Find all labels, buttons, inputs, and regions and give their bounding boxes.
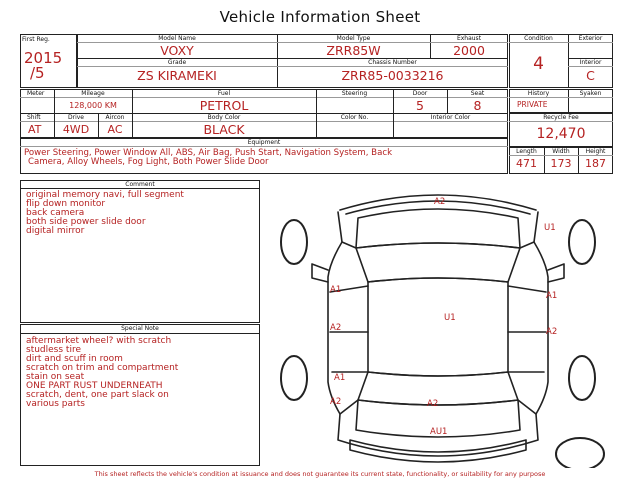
chassis-value: ZRR85-0033216 <box>341 68 444 83</box>
syaken-label: Syaken <box>579 90 602 97</box>
sheet-title: Vehicle Information Sheet <box>219 8 421 26</box>
damage-mark: A1 <box>334 373 346 383</box>
special-note-line: studless tire <box>26 345 81 355</box>
fuel-label: Fuel <box>217 90 231 97</box>
right-mirror-outline <box>548 264 564 282</box>
exhaust-value: 2000 <box>453 43 485 58</box>
recycle-fee-label: Recycle Fee <box>543 114 579 121</box>
roof-outline <box>368 278 508 376</box>
interior-label: Interior <box>579 59 602 66</box>
aircon-value: AC <box>107 123 123 136</box>
special-note-line: scratch, dent, one part slack on <box>26 390 169 400</box>
disclaimer: This sheet reflects the vehicle's condition at issuance and does not guarantee its current state, functionality, or suitability for any purpose <box>94 470 546 478</box>
mileage-value: 128,000 KM <box>69 101 117 110</box>
special-note-line: ONE PART RUST UNDERNEATH <box>26 381 163 391</box>
rear-left-wheel <box>281 356 307 400</box>
chassis-label: Chassis Number <box>368 59 417 66</box>
length-value: 471 <box>516 157 537 170</box>
special-note-line: aftermarket wheel? with scratch <box>26 336 172 346</box>
door-label: Door <box>412 90 428 97</box>
special-note-line: stain on seat <box>26 372 85 382</box>
divider <box>509 155 613 156</box>
equipment-line-2: Camera, Alloy Wheels, Fog Light, Both Power Slide Door <box>28 157 269 167</box>
damage-mark: A2 <box>330 323 342 333</box>
spare-wheel <box>556 438 604 468</box>
shift-value: AT <box>28 123 42 136</box>
length-label: Length <box>516 148 537 155</box>
shift-label: Shift <box>27 114 41 121</box>
width-value: 173 <box>550 157 572 170</box>
hood-outline <box>356 209 520 248</box>
first-reg-year: 2015 <box>24 49 63 67</box>
divider <box>568 66 613 67</box>
model-type-label: Model Type <box>336 35 371 42</box>
fuel-value: PETROL <box>199 98 249 113</box>
damage-mark: A1 <box>546 291 558 301</box>
damage-mark: A2 <box>427 399 439 409</box>
body-color-label: Body Color <box>207 114 241 121</box>
divider <box>509 121 613 122</box>
door-value: 5 <box>416 98 424 113</box>
divider <box>20 333 260 334</box>
condition-label: Condition <box>524 35 553 42</box>
color-no-label: Color No. <box>340 114 369 121</box>
comment-line: back camera <box>26 208 85 218</box>
model-name-label: Model Name <box>158 35 196 42</box>
rear-bumper-outline <box>350 440 526 462</box>
seat-label: Seat <box>470 90 485 97</box>
special-note-line: scratch on trim and compartment <box>26 363 179 373</box>
comment-line: flip down monitor <box>26 199 106 209</box>
special-note-line: various parts <box>26 399 85 409</box>
damage-mark: AU1 <box>430 427 448 437</box>
exhaust-label: Exhaust <box>456 35 482 42</box>
divider <box>77 66 508 67</box>
model-name-value: VOXY <box>160 43 194 58</box>
special-note-list <box>26 337 178 409</box>
divider <box>509 42 613 43</box>
equipment-line-1: Power Steering, Power Window All, ABS, Air Bag, Push Start, Navigation System, Back <box>24 148 393 158</box>
comment-line: original memory navi, full segment <box>26 190 184 200</box>
divider <box>509 97 613 98</box>
front-left-wheel <box>281 220 307 264</box>
interior-value: C <box>586 68 595 83</box>
grade-value: ZS KIRAMEKI <box>137 68 217 83</box>
damage-mark: A2 <box>434 197 446 207</box>
grade-label: Grade <box>167 59 187 66</box>
height-value: 187 <box>585 157 606 170</box>
seat-value: 8 <box>473 98 482 113</box>
mileage-label: Mileage <box>81 90 105 97</box>
steering-label: Steering <box>341 90 368 97</box>
side-panel-outline <box>330 286 546 292</box>
windshield-outline <box>356 243 520 282</box>
car-damage-diagram <box>268 182 608 468</box>
history-value: PRIVATE <box>517 100 548 109</box>
aircon-label: Aircon <box>105 114 125 121</box>
divider <box>20 146 508 147</box>
left-mirror-outline <box>312 264 328 282</box>
body-color-value: BLACK <box>203 122 245 137</box>
damage-mark: U1 <box>444 313 456 323</box>
drive-value: 4WD <box>62 123 90 136</box>
first-reg-label: First Reg. <box>22 36 50 43</box>
front-right-wheel <box>569 220 595 264</box>
history-label: History <box>527 90 550 97</box>
interior-color-label: Interior Color <box>430 114 471 121</box>
exterior-label: Exterior <box>578 35 603 42</box>
first-reg-month: /5 <box>30 64 45 82</box>
comment-list <box>26 191 184 236</box>
drive-label: Drive <box>68 114 84 121</box>
recycle-fee-value: 12,470 <box>536 126 586 142</box>
model-type-value: ZRR85W <box>326 43 381 58</box>
special-note-label: Special Note <box>121 325 159 332</box>
rear-right-wheel <box>569 356 595 400</box>
damage-mark: A2 <box>330 397 342 407</box>
comment-line: digital mirror <box>26 226 85 236</box>
body-outline <box>328 212 548 456</box>
damage-mark: A1 <box>330 285 342 295</box>
width-label: Width <box>552 148 570 155</box>
divider <box>20 188 260 189</box>
comment-label: Comment <box>125 181 155 188</box>
damage-mark: U1 <box>544 223 556 233</box>
special-note-line: dirt and scuff in room <box>26 354 123 364</box>
equipment-label: Equipment <box>247 139 281 146</box>
damage-mark: A2 <box>546 327 558 337</box>
comment-line: both side power slide door <box>26 217 146 227</box>
height-label: Height <box>585 148 606 155</box>
condition-value: 4 <box>533 54 544 74</box>
meter-label: Meter <box>27 90 45 97</box>
